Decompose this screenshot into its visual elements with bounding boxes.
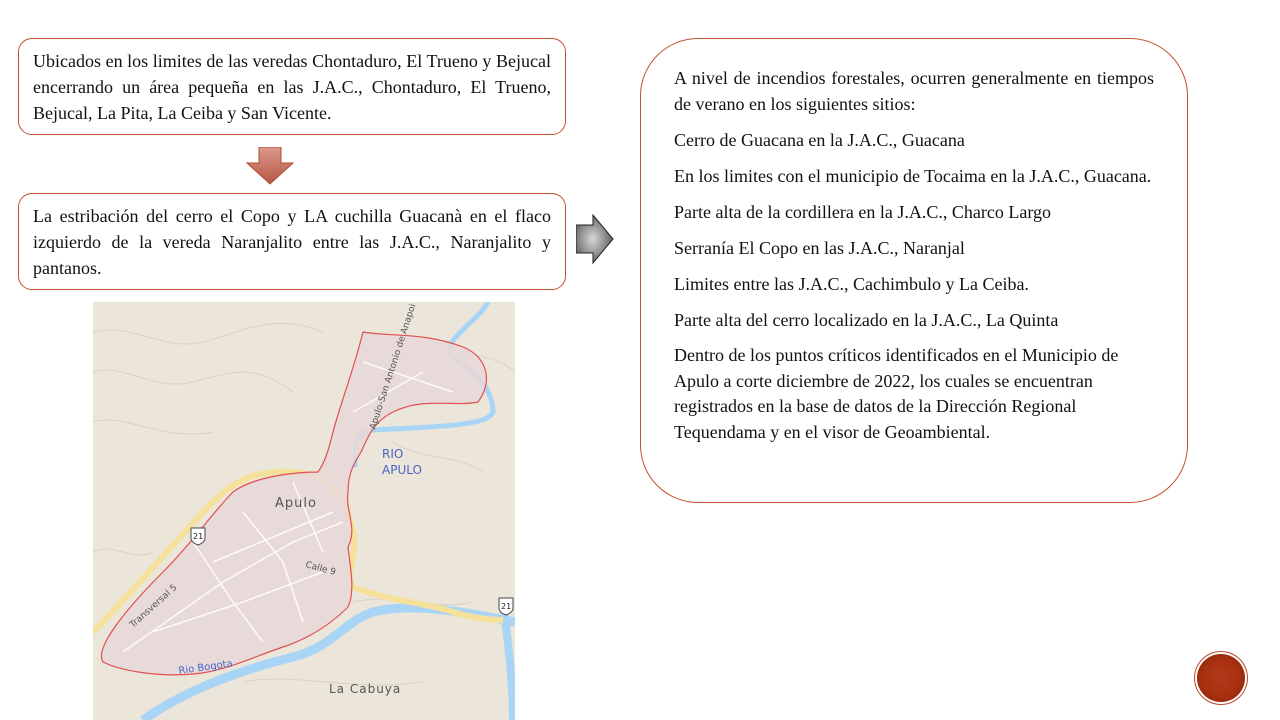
label-calle-9: Calle 9 (304, 560, 337, 578)
sitio-cachimbulo: Limites entre las J.A.C., Cachimbulo y La Ceiba. (674, 274, 1029, 294)
incendios-intro: A nivel de incendios forestales, ocurren generalmente en tiempos de verano en los siguientes sitios: (674, 68, 1154, 114)
sitio-la-quinta: Parte alta del cerro localizado en la J.A.C., La Quinta (674, 310, 1059, 330)
apulo-map (93, 302, 515, 720)
arrow-right-icon (576, 214, 614, 264)
sitio-naranjal: Serranía El Copo en las J.A.C., Naranjal (674, 238, 965, 258)
route-shield-left (191, 528, 205, 545)
label-rio-apulo-1: RIO (382, 447, 404, 461)
info-box-incendios (640, 38, 1188, 503)
label-rio-bogota: Rio Bogota (177, 658, 234, 677)
label-la-cabuya: La Cabuya (329, 682, 402, 696)
sitio-charco-largo: Parte alta de la cordillera en la J.A.C., Charco Largo (674, 202, 1052, 222)
label-rio-apulo-2: APULO (382, 463, 422, 477)
svg-text:21: 21 (193, 532, 204, 541)
puntos-criticos-text: Dentro de los puntos críticos identificados en el Municipio de Apulo a corte diciembre de 2022, los cuales se encuentran registrados en la base de datos de la Dirección Regional Tequendama y en el visor de Geoambiental. (674, 345, 1119, 442)
sitio-tocaima: En los limites con el municipio de Tocaima en la J.A.C., Guacana. (674, 166, 1152, 186)
label-town-apulo: Apulo (275, 496, 317, 511)
info-box-chontaduro (18, 38, 566, 135)
info-box-naranjalito (18, 193, 566, 290)
label-road-vertical: Apulo-San Antonio de Anapoi (368, 302, 419, 431)
info-text-chontaduro: Ubicados en los limites de las veredas Chontaduro, El Trueno y Bejucal encerrando un área pequeña en las J.A.C., Chontaduro, El Trueno, Bejucal, La Pita, La Ceiba y San Vicente. (33, 51, 551, 123)
sitio-guacana: Cerro de Guacana en la J.A.C., Guacana (674, 130, 965, 150)
label-transversal-5: Transversal 5 (128, 582, 180, 631)
svg-text:21: 21 (501, 602, 512, 611)
arrow-down-icon (246, 147, 294, 185)
route-shield-right (499, 598, 513, 615)
info-text-naranjalito: La estribación del cerro el Copo y LA cuchilla Guacanà en el flaco izquierdo de la vereda Naranjalito entre las J.A.C., Naranjalito y pantanos. (33, 206, 551, 278)
brand-circle-icon (1197, 654, 1245, 702)
